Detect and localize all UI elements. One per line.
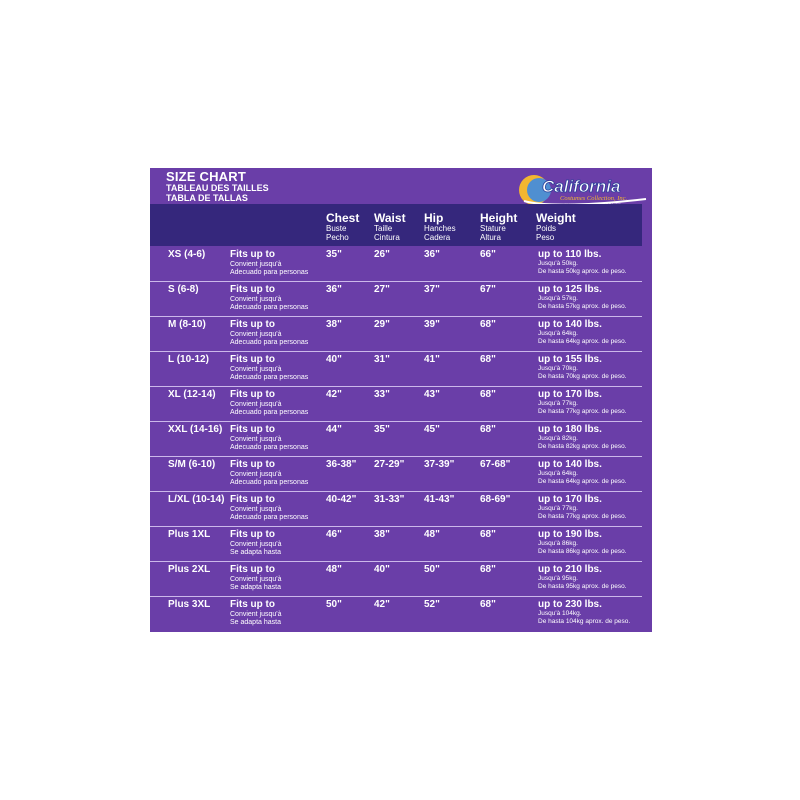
waist-value: 26": [374, 249, 390, 260]
table-row: [150, 597, 652, 632]
chest-value: 40": [326, 354, 342, 365]
table-row: [150, 247, 652, 282]
waist-value: 35": [374, 424, 390, 435]
table-row: [150, 562, 652, 597]
height-value: 68": [480, 599, 496, 610]
size-label: M (8-10): [168, 319, 206, 330]
table-row: [150, 492, 652, 527]
size-label: Plus 3XL: [168, 599, 211, 610]
chest-value: 36": [326, 284, 342, 295]
california-costumes-logo: [516, 172, 648, 208]
height-value: 68": [480, 529, 496, 540]
chest-value: 44": [326, 424, 342, 435]
table-row: [150, 422, 652, 457]
chart-title-french: TABLEAU DES TAILLES: [166, 183, 269, 193]
weight-text: up to 140 lbs. Jusqu'à 64kg. De hasta 64kg aprox. de peso.: [538, 319, 627, 345]
logo-tagline-1: Costumes Collection, Inc.: [560, 195, 628, 202]
hip-value: 39": [424, 319, 440, 330]
hip-value: 37": [424, 284, 440, 295]
waist-value: 29": [374, 319, 390, 330]
fits-text: Fits up to Convient jusqu'à Adecuado para personas: [230, 459, 309, 486]
size-label: S (6-8): [168, 284, 199, 295]
chart-titles: [166, 170, 269, 203]
chest-value: 36-38": [326, 459, 357, 470]
table-row: [150, 387, 652, 422]
table-row: [150, 317, 652, 352]
weight-text: up to 155 lbs. Jusqu'à 70kg. De hasta 70kg aprox. de peso.: [538, 354, 627, 380]
chest-value: 38": [326, 319, 342, 330]
chest-value: 35": [326, 249, 342, 260]
weight-text: up to 125 lbs. Jusqu'à 57kg. De hasta 57kg aprox. de peso.: [538, 284, 627, 310]
size-chart: [150, 168, 652, 632]
height-value: 68": [480, 424, 496, 435]
fits-text: Fits up to Convient jusqu'à Adecuado para personas: [230, 354, 309, 381]
height-value: 68": [480, 389, 496, 400]
chart-title: SIZE CHART: [166, 169, 246, 184]
waist-value: 27-29": [374, 459, 405, 470]
chest-value: 42": [326, 389, 342, 400]
chest-value: 48": [326, 564, 342, 575]
size-label: Plus 2XL: [168, 564, 211, 575]
fits-text: Fits up to Convient jusqu'à Se adapta hasta: [230, 599, 282, 626]
header-height: Height Stature Altura: [480, 211, 518, 242]
chest-value: 46": [326, 529, 342, 540]
fits-text: Fits up to Convient jusqu'à Adecuado para personas: [230, 494, 309, 521]
fits-text: Fits up to Convient jusqu'à Adecuado para personas: [230, 389, 309, 416]
size-label: XXL (14-16): [168, 424, 223, 435]
fits-text: Fits up to Convient jusqu'à Se adapta hasta: [230, 529, 282, 556]
table-row: [150, 527, 652, 562]
fits-text: Fits up to Convient jusqu'à Adecuado para personas: [230, 319, 309, 346]
hip-value: 48": [424, 529, 440, 540]
weight-text: up to 170 lbs. Jusqu'à 77kg. De hasta 77kg aprox. de peso.: [538, 389, 627, 415]
table-row: [150, 282, 652, 317]
header-chest: Chest Buste Pecho: [326, 211, 360, 242]
waist-value: 40": [374, 564, 390, 575]
hip-value: 41-43": [424, 494, 455, 505]
weight-text: up to 230 lbs. Jusqu'à 104kg. De hasta 104kg aprox. de peso.: [538, 599, 631, 625]
waist-value: 27": [374, 284, 390, 295]
waist-value: 38": [374, 529, 390, 540]
waist-value: 31": [374, 354, 390, 365]
hip-value: 41": [424, 354, 440, 365]
weight-text: up to 210 lbs. Jusqu'à 95kg. De hasta 95kg aprox. de peso.: [538, 564, 627, 590]
chest-value: 50": [326, 599, 342, 610]
height-value: 66": [480, 249, 496, 260]
size-label: XL (12-14): [168, 389, 216, 400]
hip-value: 52": [424, 599, 440, 610]
logo-wordmark: California: [542, 177, 621, 196]
hip-value: 43": [424, 389, 440, 400]
header-hip: Hip Hanches Cadera: [424, 211, 456, 242]
weight-text: up to 110 lbs. Jusqu'à 50kg. De hasta 50kg aprox. de peso.: [538, 249, 627, 275]
size-label: S/M (6-10): [168, 459, 216, 470]
header-weight: Weight Poids Peso: [536, 211, 576, 242]
table-row: [150, 457, 652, 492]
chest-value: 40-42": [326, 494, 357, 505]
size-label: Plus 1XL: [168, 529, 211, 540]
header-waist: Waist Taille Cintura: [374, 211, 406, 242]
height-value: 68-69": [480, 494, 511, 505]
height-value: 67-68": [480, 459, 511, 470]
chart-title-spanish: TABLA DE TALLAS: [166, 193, 248, 203]
hip-value: 45": [424, 424, 440, 435]
height-value: 68": [480, 319, 496, 330]
weight-text: up to 180 lbs. Jusqu'à 82kg. De hasta 82kg aprox. de peso.: [538, 424, 627, 450]
hip-value: 36": [424, 249, 440, 260]
weight-text: up to 140 lbs. Jusqu'à 64kg. De hasta 64kg aprox. de peso.: [538, 459, 627, 485]
height-value: 68": [480, 354, 496, 365]
waist-value: 31-33": [374, 494, 405, 505]
hip-value: 50": [424, 564, 440, 575]
weight-text: up to 170 lbs. Jusqu'à 77kg. De hasta 77kg aprox. de peso.: [538, 494, 627, 520]
fits-text: Fits up to Convient jusqu'à Se adapta hasta: [230, 564, 282, 591]
height-value: 67": [480, 284, 496, 295]
size-label: L (10-12): [168, 354, 209, 365]
hip-value: 37-39": [424, 459, 455, 470]
waist-value: 42": [374, 599, 390, 610]
size-label: L/XL (10-14): [168, 494, 225, 505]
fits-text: Fits up to Convient jusqu'à Adecuado para personas: [230, 424, 309, 451]
fits-text: Fits up to Convient jusqu'à Adecuado para personas: [230, 249, 309, 276]
fits-text: Fits up to Convient jusqu'à Adecuado para personas: [230, 284, 309, 311]
waist-value: 33": [374, 389, 390, 400]
weight-text: up to 190 lbs. Jusqu'à 86kg. De hasta 86kg aprox. de peso.: [538, 529, 627, 555]
height-value: 68": [480, 564, 496, 575]
size-label: XS (4-6): [168, 249, 206, 260]
table-row: [150, 352, 652, 387]
